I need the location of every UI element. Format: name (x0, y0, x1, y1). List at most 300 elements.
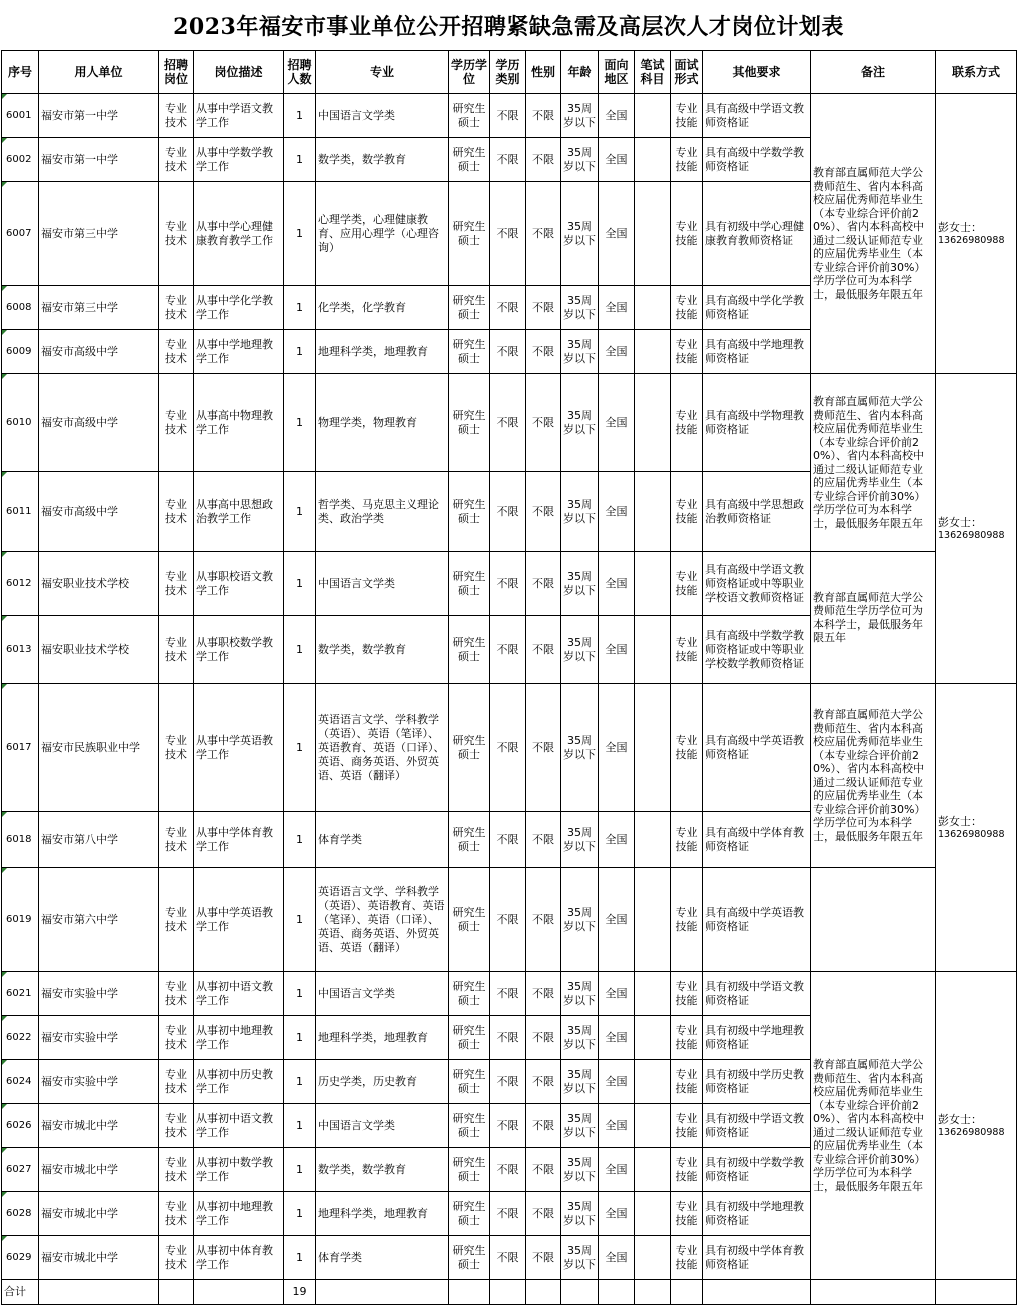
interview-format-cell: 专业技能 (671, 868, 703, 972)
job-code-cell: 6001 (2, 94, 39, 138)
post-description-cell: 从事初中地理教学工作 (194, 1016, 284, 1060)
major-cell: 中国语言文学类 (316, 1104, 449, 1148)
target-area-cell: 全国 (599, 330, 635, 374)
post-description-cell: 从事中学心理健康教育教学工作 (194, 182, 284, 286)
education-category-cell: 不限 (490, 1016, 526, 1060)
post-description-cell: 从事初中语文教学工作 (194, 1104, 284, 1148)
contact-phone: 13626980988 (938, 1126, 1005, 1138)
post-description-cell: 从事职校数学教学工作 (194, 616, 284, 684)
age-limit-cell: 35周岁以下 (561, 616, 599, 684)
major-cell: 中国语言文学类 (316, 972, 449, 1016)
other-requirements-cell: 具有初级中学体育教师资格证 (703, 1236, 811, 1280)
job-code-cell: 6013 (2, 616, 39, 684)
interview-format-cell: 专业技能 (671, 552, 703, 616)
interview-format-cell: 专业技能 (671, 1016, 703, 1060)
written-exam-cell (635, 94, 671, 138)
age-limit-cell: 35周岁以下 (561, 286, 599, 330)
degree-cell: 研究生硕士 (449, 330, 490, 374)
other-requirements-cell: 具有初级中学心理健康教育教师资格证 (703, 182, 811, 286)
age-limit-cell: 35周岁以下 (561, 1236, 599, 1280)
headcount-cell: 1 (284, 1236, 316, 1280)
major-cell: 地理科学类，地理教育 (316, 330, 449, 374)
job-code-cell: 6024 (2, 1060, 39, 1104)
education-category-cell: 不限 (490, 616, 526, 684)
job-code-cell: 6011 (2, 472, 39, 552)
degree-cell: 研究生硕士 (449, 1236, 490, 1280)
empty-cell (635, 1280, 671, 1305)
degree-cell: 研究生硕士 (449, 94, 490, 138)
age-limit-cell: 35周岁以下 (561, 94, 599, 138)
written-exam-cell (635, 1060, 671, 1104)
employer-unit-cell: 福安市第六中学 (39, 868, 159, 972)
contact-phone: 13626980988 (938, 234, 1005, 246)
interview-format-cell: 专业技能 (671, 1148, 703, 1192)
page-title: 2023年福安市事业单位公开招聘紧缺急需及高层次人才岗位计划表 (173, 14, 844, 40)
written-exam-cell (635, 868, 671, 972)
age-limit-cell: 35周岁以下 (561, 684, 599, 812)
education-category-cell: 不限 (490, 812, 526, 868)
interview-format-cell: 专业技能 (671, 616, 703, 684)
other-requirements-cell: 具有初级中学数学教师资格证 (703, 1148, 811, 1192)
remarks-cell: 教育部直属师范大学公费师范生、省内本科高校应届优秀师范毕业生（本专业综合评价前20%）、省内本科高校中通过二级认证师范专业的应届优秀毕业生（本专业综合评价前30%）学历学位可为本科学士，最低服务年限五年 (811, 684, 936, 868)
written-exam-cell (635, 616, 671, 684)
target-area-cell: 全国 (599, 684, 635, 812)
header-cell: 学历类别 (490, 51, 526, 94)
headcount-cell: 1 (284, 1192, 316, 1236)
target-area-cell: 全国 (599, 1148, 635, 1192)
age-limit-cell: 35周岁以下 (561, 1104, 599, 1148)
headcount-cell: 1 (284, 812, 316, 868)
employer-unit-cell: 福安市高级中学 (39, 374, 159, 472)
post-type-cell: 专业技术 (159, 138, 194, 182)
header-cell: 学历学位 (449, 51, 490, 94)
interview-format-cell: 专业技能 (671, 1192, 703, 1236)
header-cell: 笔试科目 (635, 51, 671, 94)
job-code-cell: 6010 (2, 374, 39, 472)
employer-unit-cell: 福安市第八中学 (39, 812, 159, 868)
post-type-cell: 专业技术 (159, 1148, 194, 1192)
education-category-cell: 不限 (490, 1060, 526, 1104)
job-code-cell: 6028 (2, 1192, 39, 1236)
employer-unit-cell: 福安市实验中学 (39, 972, 159, 1016)
gender-cell: 不限 (526, 472, 561, 552)
employer-unit-cell: 福安市实验中学 (39, 1016, 159, 1060)
major-cell: 历史学类，历史教育 (316, 1060, 449, 1104)
target-area-cell: 全国 (599, 138, 635, 182)
employer-unit-cell: 福安职业技术学校 (39, 616, 159, 684)
post-description-cell: 从事中学数学教学工作 (194, 138, 284, 182)
table-row (2, 684, 1017, 812)
headcount-cell: 1 (284, 1104, 316, 1148)
major-cell: 中国语言文学类 (316, 94, 449, 138)
contact-phone: 13626980988 (938, 529, 1005, 541)
education-category-cell: 不限 (490, 1236, 526, 1280)
empty-cell (561, 1280, 599, 1305)
interview-format-cell: 专业技能 (671, 1236, 703, 1280)
post-description-cell: 从事初中语文教学工作 (194, 972, 284, 1016)
major-cell: 地理科学类，地理教育 (316, 1192, 449, 1236)
gender-cell: 不限 (526, 868, 561, 972)
job-code-cell: 6009 (2, 330, 39, 374)
other-requirements-cell: 具有高级中学英语教师资格证 (703, 868, 811, 972)
table-row (2, 374, 1017, 472)
post-description-cell: 从事初中体育教学工作 (194, 1236, 284, 1280)
headcount-cell: 1 (284, 972, 316, 1016)
major-cell: 化学类，化学教育 (316, 286, 449, 330)
post-type-cell: 专业技术 (159, 1060, 194, 1104)
header-cell: 备注 (811, 51, 936, 94)
headcount-cell: 1 (284, 472, 316, 552)
empty-cell (449, 1280, 490, 1305)
post-description-cell: 从事初中地理教学工作 (194, 1192, 284, 1236)
target-area-cell: 全国 (599, 552, 635, 616)
header-cell: 面试形式 (671, 51, 703, 94)
education-category-cell: 不限 (490, 330, 526, 374)
target-area-cell: 全国 (599, 868, 635, 972)
contact-name: 彭女士： (938, 1112, 982, 1126)
job-code-cell: 6018 (2, 812, 39, 868)
employer-unit-cell: 福安市实验中学 (39, 1060, 159, 1104)
empty-cell (671, 1280, 703, 1305)
other-requirements-cell: 具有高级中学英语教师资格证 (703, 684, 811, 812)
gender-cell: 不限 (526, 616, 561, 684)
education-category-cell: 不限 (490, 868, 526, 972)
degree-cell: 研究生硕士 (449, 684, 490, 812)
contact-cell (936, 972, 1017, 1280)
contact-cell (936, 684, 1017, 972)
degree-cell: 研究生硕士 (449, 1192, 490, 1236)
other-requirements-cell: 具有初级中学历史教师资格证 (703, 1060, 811, 1104)
written-exam-cell (635, 286, 671, 330)
gender-cell: 不限 (526, 1192, 561, 1236)
post-description-cell: 从事初中历史教学工作 (194, 1060, 284, 1104)
contact-name: 彭女士： (938, 515, 982, 529)
post-description-cell: 从事高中物理教学工作 (194, 374, 284, 472)
headcount-cell: 1 (284, 868, 316, 972)
degree-cell: 研究生硕士 (449, 1016, 490, 1060)
header-cell: 面向地区 (599, 51, 635, 94)
remarks-cell: 教育部直属师范大学公费师范生、省内本科高校应届优秀师范毕业生（本专业综合评价前20%）、省内本科高校中通过二级认证师范专业的应届优秀毕业生（本专业综合评价前30%）学历学位可为本科学士，最低服务年限五年 (811, 972, 936, 1280)
education-category-cell: 不限 (490, 472, 526, 552)
headcount-cell: 1 (284, 286, 316, 330)
job-code-cell: 6021 (2, 972, 39, 1016)
other-requirements-cell: 具有高级中学数学教师资格证 (703, 138, 811, 182)
other-requirements-cell: 具有初级中学语文教师资格证 (703, 1104, 811, 1148)
interview-format-cell: 专业技能 (671, 182, 703, 286)
target-area-cell: 全国 (599, 472, 635, 552)
major-cell: 数学类，数学教育 (316, 138, 449, 182)
employer-unit-cell: 福安市城北中学 (39, 1104, 159, 1148)
headcount-cell: 1 (284, 94, 316, 138)
other-requirements-cell: 具有高级中学语文教师资格证 (703, 94, 811, 138)
job-code-cell: 6008 (2, 286, 39, 330)
job-code-cell: 6007 (2, 182, 39, 286)
written-exam-cell (635, 1016, 671, 1060)
empty-cell (526, 1280, 561, 1305)
table-row (2, 552, 1017, 616)
major-cell: 体育学类 (316, 812, 449, 868)
post-type-cell: 专业技术 (159, 1192, 194, 1236)
degree-cell: 研究生硕士 (449, 1148, 490, 1192)
target-area-cell: 全国 (599, 286, 635, 330)
major-cell: 数学类，数学教育 (316, 1148, 449, 1192)
major-cell: 物理学类，物理教育 (316, 374, 449, 472)
target-area-cell: 全国 (599, 1192, 635, 1236)
gender-cell: 不限 (526, 552, 561, 616)
remarks-cell: 教育部直属师范大学公费师范生学历学位可为本科学士，最低服务年限五年 (811, 552, 936, 684)
employer-unit-cell: 福安市城北中学 (39, 1192, 159, 1236)
major-cell: 英语语言文学、学科教学（英语）、英语教育、英语（笔译）、英语（口译）、英语、商务英语、外贸英语、英语（翻译） (316, 868, 449, 972)
age-limit-cell: 35周岁以下 (561, 1192, 599, 1236)
post-type-cell: 专业技术 (159, 472, 194, 552)
gender-cell: 不限 (526, 972, 561, 1016)
total-label: 合计 (2, 1280, 39, 1305)
post-type-cell: 专业技术 (159, 1016, 194, 1060)
age-limit-cell: 35周岁以下 (561, 182, 599, 286)
interview-format-cell: 专业技能 (671, 374, 703, 472)
post-type-cell: 专业技术 (159, 330, 194, 374)
degree-cell: 研究生硕士 (449, 472, 490, 552)
age-limit-cell: 35周岁以下 (561, 972, 599, 1016)
written-exam-cell (635, 1104, 671, 1148)
target-area-cell: 全国 (599, 94, 635, 138)
job-code-cell: 6027 (2, 1148, 39, 1192)
interview-format-cell: 专业技能 (671, 1060, 703, 1104)
empty-cell (490, 1280, 526, 1305)
post-description-cell: 从事中学英语教学工作 (194, 684, 284, 812)
job-plan-table (1, 50, 1017, 1305)
headcount-cell: 1 (284, 1060, 316, 1104)
major-cell: 心理学类，心理健康教育、应用心理学（心理咨询） (316, 182, 449, 286)
age-limit-cell: 35周岁以下 (561, 330, 599, 374)
header-cell: 其他要求 (703, 51, 811, 94)
headcount-cell: 1 (284, 684, 316, 812)
age-limit-cell: 35周岁以下 (561, 1148, 599, 1192)
interview-format-cell: 专业技能 (671, 684, 703, 812)
header-cell: 招聘人数 (284, 51, 316, 94)
post-description-cell: 从事中学英语教学工作 (194, 868, 284, 972)
remarks-cell: 教育部直属师范大学公费师范生、省内本科高校应届优秀师范毕业生（本专业综合评价前20%）、省内本科高校中通过二级认证师范专业的应届优秀毕业生（本专业综合评价前30%）学历学位可为本科学士，最低服务年限五年 (811, 374, 936, 552)
employer-unit-cell: 福安市民族职业中学 (39, 684, 159, 812)
degree-cell: 研究生硕士 (449, 182, 490, 286)
other-requirements-cell: 具有初级中学语文教师资格证 (703, 972, 811, 1016)
written-exam-cell (635, 472, 671, 552)
written-exam-cell (635, 138, 671, 182)
empty-cell (159, 1280, 194, 1305)
remarks-cell: 教育部直属师范大学公费师范生、省内本科高校应届优秀师范毕业生（本专业综合评价前20%）、省内本科高校中通过二级认证师范专业的应届优秀毕业生（本专业综合评价前30%）学历学位可为本科学士，最低服务年限五年 (811, 94, 936, 374)
degree-cell: 研究生硕士 (449, 374, 490, 472)
target-area-cell: 全国 (599, 1104, 635, 1148)
post-description-cell: 从事初中数学教学工作 (194, 1148, 284, 1192)
empty-cell (936, 1280, 1017, 1305)
written-exam-cell (635, 1148, 671, 1192)
gender-cell: 不限 (526, 1016, 561, 1060)
post-description-cell: 从事中学语文教学工作 (194, 94, 284, 138)
age-limit-cell: 35周岁以下 (561, 868, 599, 972)
major-cell: 英语语言文学、学科教学（英语）、英语（笔译）、英语教育、英语（口译）、英语、商务英语、外贸英语、英语（翻译） (316, 684, 449, 812)
header-row (2, 51, 1017, 94)
header-cell: 岗位描述 (194, 51, 284, 94)
gender-cell: 不限 (526, 1236, 561, 1280)
post-type-cell: 专业技术 (159, 1236, 194, 1280)
job-code-cell: 6017 (2, 684, 39, 812)
post-type-cell: 专业技术 (159, 684, 194, 812)
post-type-cell: 专业技术 (159, 374, 194, 472)
job-code-cell: 6029 (2, 1236, 39, 1280)
degree-cell: 研究生硕士 (449, 1104, 490, 1148)
contact-cell (936, 94, 1017, 374)
target-area-cell: 全国 (599, 616, 635, 684)
job-code-cell: 6019 (2, 868, 39, 972)
gender-cell: 不限 (526, 374, 561, 472)
employer-unit-cell: 福安市城北中学 (39, 1148, 159, 1192)
written-exam-cell (635, 374, 671, 472)
gender-cell: 不限 (526, 1060, 561, 1104)
employer-unit-cell: 福安职业技术学校 (39, 552, 159, 616)
other-requirements-cell: 具有高级中学化学教师资格证 (703, 286, 811, 330)
employer-unit-cell: 福安市高级中学 (39, 330, 159, 374)
contact-name: 彭女士： (938, 814, 982, 828)
interview-format-cell: 专业技能 (671, 138, 703, 182)
written-exam-cell (635, 330, 671, 374)
gender-cell: 不限 (526, 182, 561, 286)
written-exam-cell (635, 972, 671, 1016)
other-requirements-cell: 具有初级中学地理教师资格证 (703, 1016, 811, 1060)
education-category-cell: 不限 (490, 1148, 526, 1192)
post-type-cell: 专业技术 (159, 616, 194, 684)
employer-unit-cell: 福安市第三中学 (39, 286, 159, 330)
gender-cell: 不限 (526, 94, 561, 138)
table-row (2, 94, 1017, 138)
header-cell: 招聘岗位 (159, 51, 194, 94)
headcount-cell: 1 (284, 616, 316, 684)
age-limit-cell: 35周岁以下 (561, 472, 599, 552)
employer-unit-cell: 福安市第一中学 (39, 138, 159, 182)
degree-cell: 研究生硕士 (449, 616, 490, 684)
other-requirements-cell: 具有高级中学物理教师资格证 (703, 374, 811, 472)
header-cell: 用人单位 (39, 51, 159, 94)
degree-cell: 研究生硕士 (449, 972, 490, 1016)
headcount-cell: 1 (284, 552, 316, 616)
age-limit-cell: 35周岁以下 (561, 374, 599, 472)
target-area-cell: 全国 (599, 1060, 635, 1104)
interview-format-cell: 专业技能 (671, 286, 703, 330)
target-area-cell: 全国 (599, 182, 635, 286)
post-description-cell: 从事中学体育教学工作 (194, 812, 284, 868)
target-area-cell: 全国 (599, 972, 635, 1016)
headcount-cell: 1 (284, 374, 316, 472)
age-limit-cell: 35周岁以下 (561, 1016, 599, 1060)
interview-format-cell: 专业技能 (671, 972, 703, 1016)
written-exam-cell (635, 182, 671, 286)
gender-cell: 不限 (526, 684, 561, 812)
education-category-cell: 不限 (490, 552, 526, 616)
education-category-cell: 不限 (490, 684, 526, 812)
education-category-cell: 不限 (490, 94, 526, 138)
education-category-cell: 不限 (490, 286, 526, 330)
age-limit-cell: 35周岁以下 (561, 812, 599, 868)
empty-cell (811, 1280, 936, 1305)
post-description-cell: 从事高中思想政治教学工作 (194, 472, 284, 552)
education-category-cell: 不限 (490, 1192, 526, 1236)
interview-format-cell: 专业技能 (671, 1104, 703, 1148)
job-code-cell: 6026 (2, 1104, 39, 1148)
other-requirements-cell: 具有高级中学语文教师资格证或中等职业学校语文教师资格证 (703, 552, 811, 616)
major-cell: 地理科学类，地理教育 (316, 1016, 449, 1060)
job-code-cell: 6022 (2, 1016, 39, 1060)
post-type-cell: 专业技术 (159, 286, 194, 330)
written-exam-cell (635, 812, 671, 868)
empty-cell (316, 1280, 449, 1305)
table-body (2, 94, 1017, 1305)
gender-cell: 不限 (526, 812, 561, 868)
target-area-cell: 全国 (599, 1236, 635, 1280)
gender-cell: 不限 (526, 1148, 561, 1192)
header-cell: 性别 (526, 51, 561, 94)
written-exam-cell (635, 1236, 671, 1280)
empty-cell (39, 1280, 159, 1305)
written-exam-cell (635, 1192, 671, 1236)
employer-unit-cell: 福安市城北中学 (39, 1236, 159, 1280)
interview-format-cell: 专业技能 (671, 812, 703, 868)
headcount-cell: 1 (284, 330, 316, 374)
headcount-cell: 1 (284, 1016, 316, 1060)
empty-cell (599, 1280, 635, 1305)
gender-cell: 不限 (526, 1104, 561, 1148)
post-type-cell: 专业技术 (159, 1104, 194, 1148)
post-description-cell: 从事职校语文教学工作 (194, 552, 284, 616)
contact-cell (936, 374, 1017, 684)
degree-cell: 研究生硕士 (449, 812, 490, 868)
post-type-cell: 专业技术 (159, 868, 194, 972)
major-cell: 体育学类 (316, 1236, 449, 1280)
age-limit-cell: 35周岁以下 (561, 1060, 599, 1104)
age-limit-cell: 35周岁以下 (561, 138, 599, 182)
other-requirements-cell: 具有初级中学地理教师资格证 (703, 1192, 811, 1236)
job-code-cell: 6002 (2, 138, 39, 182)
target-area-cell: 全国 (599, 374, 635, 472)
major-cell: 中国语言文学类 (316, 552, 449, 616)
employer-unit-cell: 福安市第三中学 (39, 182, 159, 286)
written-exam-cell (635, 552, 671, 616)
written-exam-cell (635, 684, 671, 812)
post-type-cell: 专业技术 (159, 94, 194, 138)
education-category-cell: 不限 (490, 182, 526, 286)
gender-cell: 不限 (526, 286, 561, 330)
headcount-cell: 1 (284, 182, 316, 286)
header-cell: 年龄 (561, 51, 599, 94)
degree-cell: 研究生硕士 (449, 552, 490, 616)
major-cell: 哲学类、马克思主义理论类、政治学类 (316, 472, 449, 552)
degree-cell: 研究生硕士 (449, 1060, 490, 1104)
empty-cell (703, 1280, 811, 1305)
education-category-cell: 不限 (490, 1104, 526, 1148)
interview-format-cell: 专业技能 (671, 472, 703, 552)
header-cell: 序号 (2, 51, 39, 94)
table-row (2, 868, 1017, 972)
headcount-cell: 1 (284, 138, 316, 182)
employer-unit-cell: 福安市高级中学 (39, 472, 159, 552)
post-description-cell: 从事中学化学教学工作 (194, 286, 284, 330)
other-requirements-cell: 具有高级中学地理教师资格证 (703, 330, 811, 374)
post-description-cell: 从事中学地理教学工作 (194, 330, 284, 374)
gender-cell: 不限 (526, 138, 561, 182)
post-type-cell: 专业技术 (159, 972, 194, 1016)
interview-format-cell: 专业技能 (671, 94, 703, 138)
contact-phone: 13626980988 (938, 828, 1005, 840)
table-row (2, 972, 1017, 1016)
total-row (2, 1280, 1017, 1305)
